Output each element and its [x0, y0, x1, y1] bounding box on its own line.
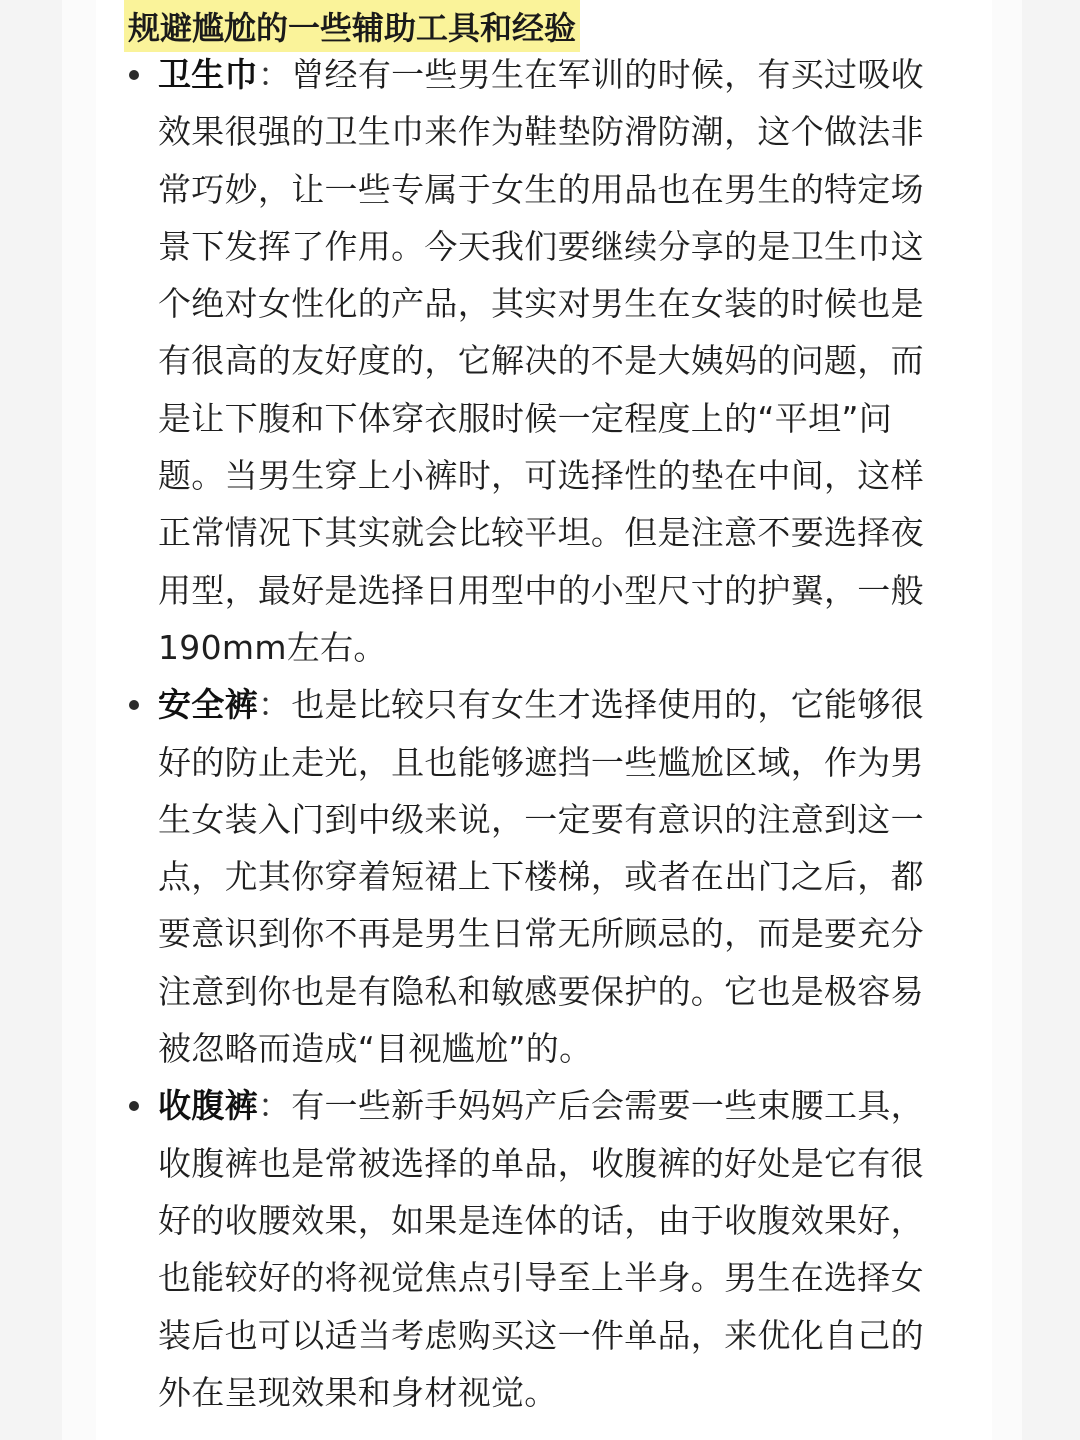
bullet-dot-icon	[129, 700, 139, 710]
bullet-dot-icon	[129, 70, 139, 80]
item-separator: ：	[257, 685, 292, 725]
item-text: 也是比较只有女生才选择使用的，它能够很好的防止走光，且也能够遮挡一些尴尬区域，作为男生女装入门到中级来说，一定要有意识的注意到这一点，尤其你穿着短裙上下楼梯，或者在出门之后，都要意识到你不再是男生日常无所顾忌的，而是要充分注意到你也是有隐私和敏感要保护的。它也是极容易被忽略而造成“目视尴尬”的。	[158, 685, 924, 1069]
item-term: 卫生巾	[158, 55, 258, 94]
section-heading-highlight	[124, 0, 580, 52]
item-term: 安全裤	[158, 685, 258, 725]
item-separator: ：	[257, 55, 292, 94]
item-text: 有一些新手妈妈产后会需要一些束腰工具，收腹裤也是常被选择的单品，收腹裤的好处是它有很好的收腰效果，如果是连体的话，由于收腹效果好，也能较好的将视觉焦点引导至上半身。男生在选择女装后也可以适当考虑购买这一件单品，来优化自己的外在呈现效果和身材视觉。	[158, 1086, 924, 1412]
list-item	[125, 1077, 955, 1421]
list-item	[125, 676, 955, 1077]
item-text: 曾经有一些男生在军训的时候，有买过吸收效果很强的卫生巾来作为鞋垫防滑防潮，这个做法非常巧妙，让一些专属于女生的用品也在男生的特定场景下发挥了作用。今天我们要继续分享的是卫生巾这个绝对女性化的产品，其实对男生在女装的时候也是有很高的友好度的，它解决的不是大姨妈的问题，而是让下腹和下体穿衣服时候一定程度上的“平坦”问题。当男生穿上小裤时，可选择性的垫在中间，这样正常情况下其实就会比较平坦。但是注意不要选择夜用型，最好是选择日用型中的小型尺寸的护翼，一般190mm左右。	[158, 55, 924, 667]
item-separator: ：	[257, 1086, 292, 1126]
bullet-list	[125, 46, 955, 1421]
item-term: 收腹裤	[158, 1086, 258, 1126]
bullet-dot-icon	[129, 1101, 139, 1111]
section-heading: 规避尴尬的一些辅助工具和经验	[128, 9, 577, 47]
list-item	[125, 46, 955, 676]
